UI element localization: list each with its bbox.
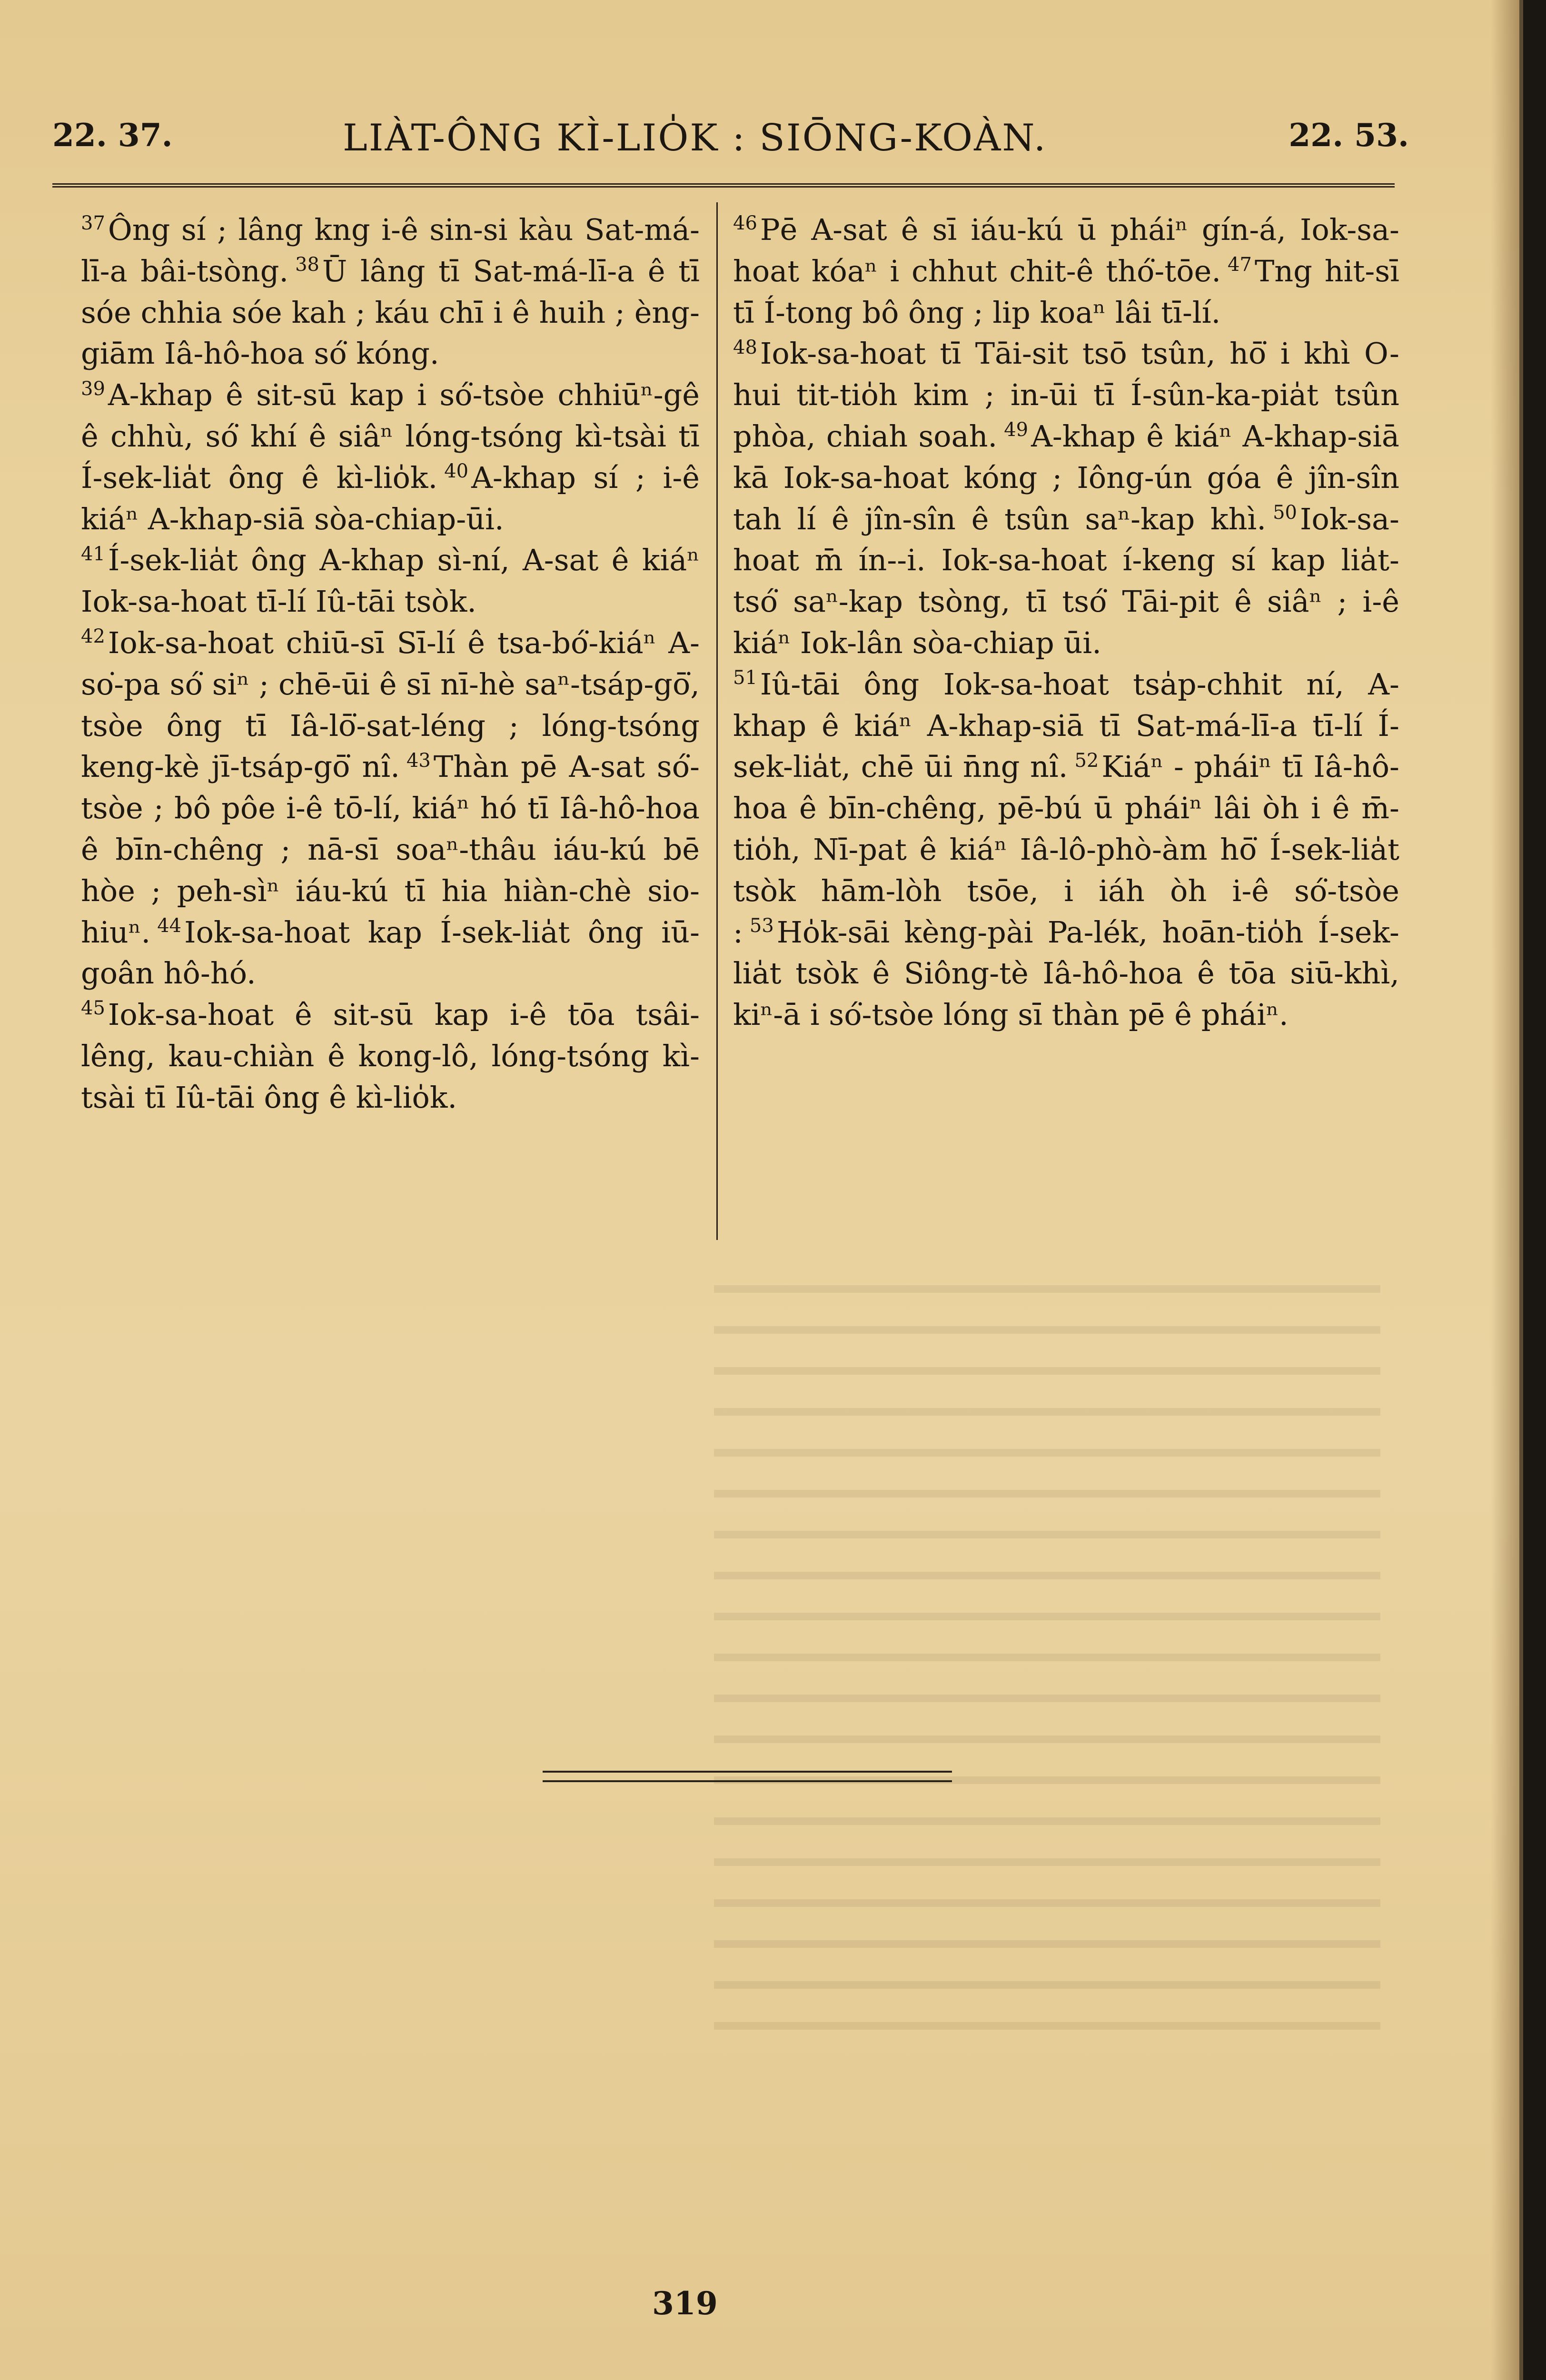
verse-46: $^{46}$Pē A-sat ê sī iáu-kú ū pháiⁿ gín-á, Iok-sa-hoat kóaⁿ i chhut chit-ê thó͘-tōe. $^{47}$Tng hit-sī tī Í-tong bô ông ; lip koaⁿ lâi tī-lí. [733, 212, 1400, 330]
right-column [733, 209, 1399, 1036]
verse-37: $^{37}$Ông sí ; lâng kng i-ê sin-si kàu Sat-má-lī-a bâi-tsòng. $^{38}$Ū lâng tī Sat-má-lī-a ê tī sóe chhia sóe kah ; káu chī i ê huih ; èng-giām Iâ-hô-hoa só͘ kóng. [81, 212, 700, 371]
verse-42: $^{42}$Iok-sa-hoat chiū-sī Sī-lí ê tsa-bó͘-kiáⁿ A-so͘-pa só͘ siⁿ ; chē-ūi ê sī nī-hè saⁿ-tsáp-gō͘, tsòe ông tī Iâ-lō͘-sat-léng ; lóng-tsóng keng-kè jī-tsáp-gō͘ nî. $^{43}$Thàn pē A-sat só͘-tsòe ; bô pôe i-ê tō-lí, kiáⁿ hó tī Iâ-hô-hoa ê bīn-chêng ; nā-sī soaⁿ-thâu iáu-kú bē hòe ; peh-sìⁿ iáu-kú tī hia hiàn-chè sio-hiuⁿ. $^{44}$Iok-sa-hoat kap Í-sek-lia̍t ông iū-goân hô-hó. [81, 625, 700, 991]
verse-48: $^{48}$Iok-sa-hoat tī Tāi-sit tsō tsûn, hō͘ i khì O-hui tit-tio̍h kim ; in-ūi tī Í-sûn-ka-pia̍t tsûn phòa, chiah soah. $^{49}$A-khap ê kiáⁿ A-khap-siā kā Iok-sa-hoat kóng ; Iông-ún góa ê jîn-sîn tah lí ê jîn-sîn ê tsûn saⁿ-kap khì. $^{50}$Iok-sa-hoat m̄ ín--i. Iok-sa-hoat í-keng sí kap lia̍t-tsó͘ saⁿ-kap tsòng, tī tsó͘ Tāi-pit ê siâⁿ ; i-ê kiáⁿ Iok-lân sòa-chiap ūi. [733, 336, 1399, 660]
running-header [48, 117, 1409, 178]
page-edge-shadow [1491, 0, 1519, 2380]
left-column [81, 209, 700, 1119]
verse-41: $^{41}$Í-sek-lia̍t ông A-khap sì-ní, A-sat ê kiáⁿ Iok-sa-hoat tī-lí Iû-tāi tsòk. [81, 543, 700, 619]
end-ornament-rule [543, 1771, 952, 1782]
header-right-reference: 22. 53. [1288, 117, 1409, 154]
header-left-reference: 22. 37. [52, 117, 173, 154]
verse-45: $^{45}$Iok-sa-hoat ê sit-sū kap i-ê tōa tsâi-lêng, kau-chiàn ê kong-lô, lóng-tsóng kì-tsài tī Iû-tāi ông ê kì-lio̍k. [81, 997, 700, 1115]
verse-51: $^{51}$Iû-tāi ông Iok-sa-hoat tsa̍p-chhit ní, A-khap ê kiáⁿ A-khap-siā tī Sat-má-lī-a tī-lí Í-sek-lia̍t, chē ūi n̄ng nî. $^{52}$Kiáⁿ - pháiⁿ tī Iâ-hô-hoa ê bīn-chêng, pē-bú ū pháiⁿ lâi òh i ê m̄-tio̍h, Nī-pat ê kiáⁿ Iâ-lô-phò-àm hō͘ Í-sek-lia̍t tsòk hām-lòh tsōe, i iáh òh i-ê só͘-tsòe : $^{53}$Ho̍k-sāi kèng-pài Pa-lék, hoān-tio̍h Í-sek-lia̍t tsòk ê Siông-tè Iâ-hô-hoa ê tōa siū-khì, kiⁿ-ā i só͘-tsòe lóng sī thàn pē ê pháiⁿ. [733, 666, 1399, 1032]
verse-39: $^{39}$A-khap ê sit-sū kap i só͘-tsòe chhiūⁿ-gê ê chhù, só͘ khí ê siâⁿ lóng-tsóng kì-tsài tī Í-sek-lia̍t ông ê kì-lio̍k. $^{40}$A-khap sí ; i-ê kiáⁿ A-khap-siā sòa-chiap-ūi. [81, 377, 700, 536]
header-title: LIÀT-ÔNG KÌ-LIO̍K : SIŌNG-KOÀN. [343, 117, 1047, 159]
column-divider [716, 202, 718, 1240]
page-number: 319 [652, 2285, 718, 2322]
bleed-through-text [714, 1285, 1380, 2047]
header-rule [52, 183, 1395, 190]
